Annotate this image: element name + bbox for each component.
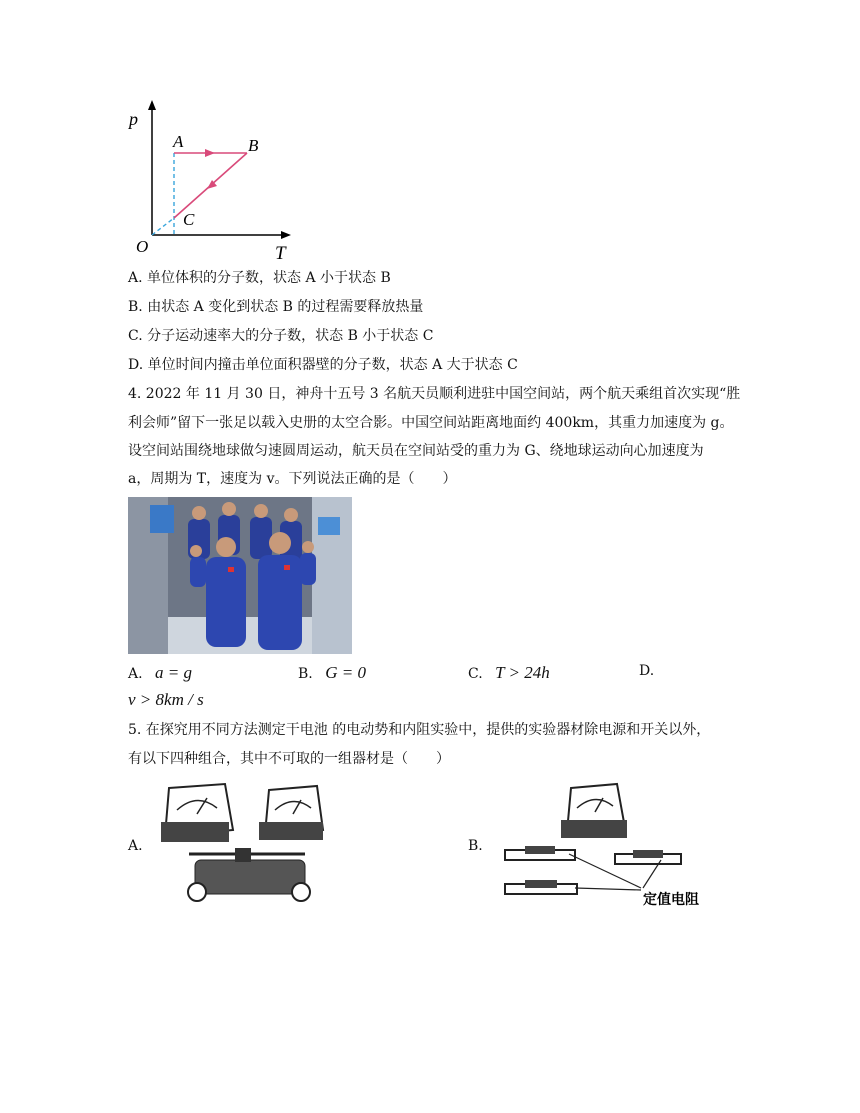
- q5-option-a-label: A.: [128, 838, 143, 854]
- label-o: O: [136, 237, 149, 256]
- q4-option-d-formula: v > 8km / s: [128, 690, 204, 709]
- resistor-caption: 定值电阻: [643, 892, 699, 908]
- arrow-a-b: [205, 149, 215, 157]
- q3-option-a: A. 单位体积的分子数，状态 A 小于状态 B: [128, 270, 391, 286]
- q4-option-c: [468, 663, 550, 683]
- label-t: T: [275, 243, 286, 264]
- q5-option-a-figure: [155, 780, 330, 915]
- dashed-extension: [152, 218, 174, 235]
- label-b: B: [248, 136, 259, 155]
- fixed-resistor-icon: [505, 880, 577, 894]
- q4-stem-line4: a，周期为 T，速度为 v。下列说法正确的是（ ）: [128, 471, 457, 487]
- q4-option-b-label: B.: [298, 666, 313, 682]
- astronaut-photo: [128, 497, 352, 654]
- q4-option-c-formula: T > 24h: [495, 663, 550, 682]
- fixed-resistor-icon: [615, 850, 681, 864]
- q4-option-a-formula: a = g: [155, 663, 192, 682]
- p-T-graph: [125, 95, 300, 265]
- q5-option-b-label: B.: [468, 838, 483, 854]
- label-p: p: [129, 109, 138, 129]
- q4-option-a: [128, 663, 192, 683]
- q3-option-c: C. 分子运动速率大的分子数，状态 B 小于状态 C: [128, 328, 434, 344]
- q5-stem-line1: 5. 在探究用不同方法测定干电池 的电动势和内阻实验中，提供的实验器材除电源和开关以外，: [128, 722, 711, 738]
- q4-option-b: [298, 663, 366, 683]
- q4-stem-line1: 4. 2022 年 11 月 30 日，神舟十五号 3 名航天员顺利进驻中国空间站，两个航天乘组首次实现“胜: [128, 386, 741, 402]
- q4-option-c-label: C.: [468, 666, 483, 682]
- fixed-resistor-icon: [505, 846, 575, 860]
- q4-option-d-label: D.: [639, 663, 655, 679]
- q3-option-b: B. 由状态 A 变化到状态 B 的过程需要释放热量: [128, 299, 424, 315]
- q5-option-b-figure: [495, 780, 725, 915]
- meter-icon: [259, 786, 323, 840]
- q4-option-b-formula: G = 0: [325, 663, 366, 682]
- meter-icon: [161, 784, 233, 842]
- meter-icon: [561, 784, 627, 838]
- label-c: C: [183, 210, 195, 229]
- q4-option-a-label: A.: [128, 666, 143, 682]
- q4-stem-line3: 设空间站围绕地球做匀速圆周运动，航天员在空间站受的重力为 G、绕地球运动向心加速度为: [128, 443, 704, 459]
- q5-stem-line2: 有以下四种组合，其中不可取的一组器材是（ ）: [128, 751, 450, 767]
- q3-option-d: D. 单位时间内撞击单位面积器壁的分子数，状态 A 大于状态 C: [128, 357, 518, 373]
- q4-stem-line2: 利会师”留下一张足以载入史册的太空合影。中国空间站距离地面约 400km，其重力加速度为 g。: [128, 415, 734, 431]
- rheostat-icon: [188, 848, 310, 901]
- label-a: A: [173, 132, 184, 151]
